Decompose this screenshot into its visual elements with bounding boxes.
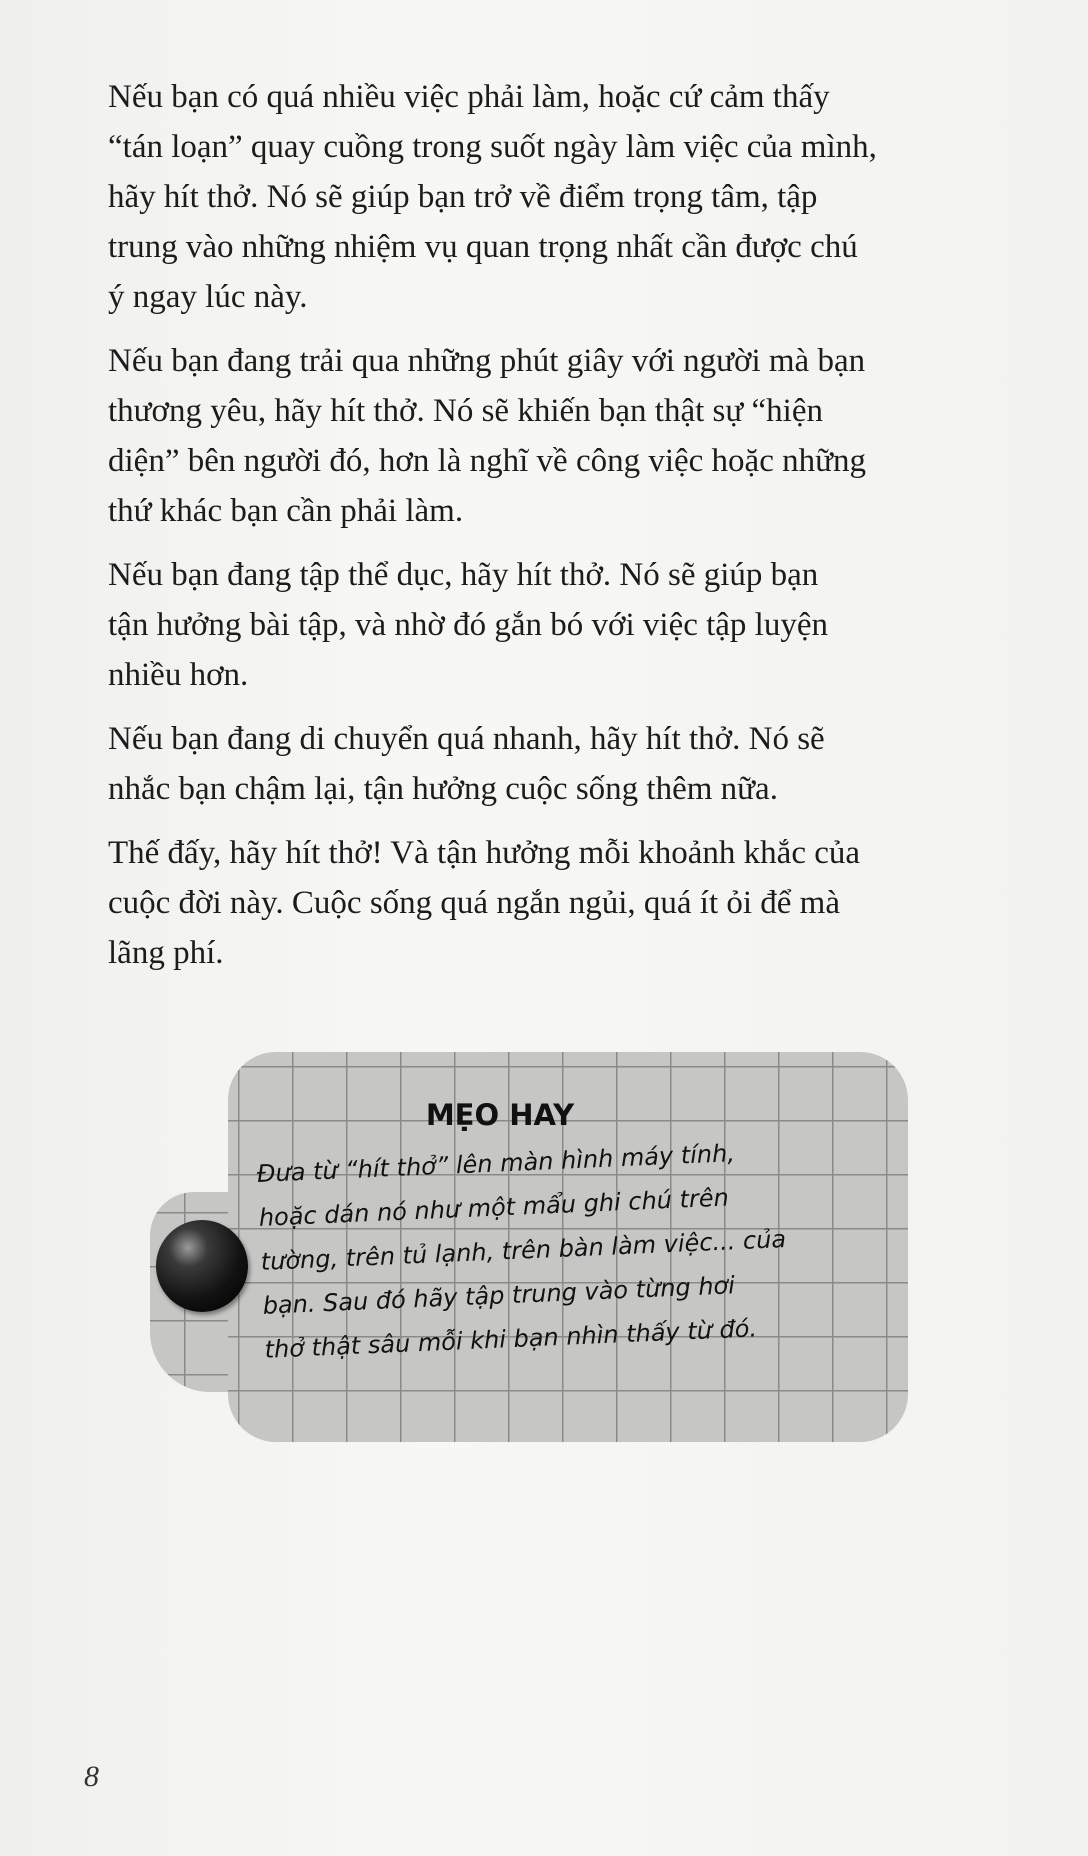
text-line: trung vào những nhiệm vụ quan trọng nhất cần được chú <box>108 229 858 265</box>
text-line: Thế đấy, hãy hít thở! Và tận hưởng mỗi khoảnh khắc của <box>108 835 861 871</box>
tip-text-line: tường, trên tủ lạnh, trên bàn làm việc... của <box>260 1224 787 1276</box>
text-line: thương yêu, hãy hít thở. Nó sẽ khiến bạn thật sự “hiện <box>108 393 823 429</box>
text-line: Nếu bạn đang di chuyển quá nhanh, hãy hít thở. Nó sẽ <box>108 721 825 757</box>
tip-card <box>150 1052 910 1442</box>
text-line: thứ khác bạn cần phải làm. <box>108 493 464 529</box>
paragraph <box>108 828 908 978</box>
text-line: tận hưởng bài tập, và nhờ đó gắn bó với việc tập luyện <box>108 607 828 643</box>
tip-text-line: Đưa từ “hít thở” lên màn hình máy tính, <box>256 1139 736 1188</box>
text-line: Nếu bạn đang tập thể dục, hãy hít thở. Nó sẽ giúp bạn <box>108 557 819 593</box>
text-line: hãy hít thở. Nó sẽ giúp bạn trở về điểm trọng tâm, tập <box>108 179 818 215</box>
text-line: cuộc đời này. Cuộc sống quá ngắn ngủi, quá ít ỏi để mà <box>108 885 840 921</box>
tip-card-text <box>256 1124 905 1372</box>
tip-text-line: bạn. Sau đó hãy tập trung vào từng hơi <box>262 1271 736 1320</box>
tip-card-title: MẸO HAY <box>425 1098 575 1132</box>
text-line: “tán loạn” quay cuồng trong suốt ngày làm việc của mình, <box>108 129 877 165</box>
text-line: nhiều hơn. <box>108 657 249 693</box>
text-line: lãng phí. <box>108 935 224 971</box>
pin-icon <box>156 1220 248 1312</box>
paragraph <box>108 550 908 700</box>
text-line: Nếu bạn có quá nhiều việc phải làm, hoặc cứ cảm thấy <box>108 79 830 115</box>
tip-text-line: hoặc dán nó như một mẩu ghi chú trên <box>258 1183 730 1232</box>
body-text <box>108 72 908 992</box>
paragraph <box>108 714 908 814</box>
text-line: diện” bên người đó, hơn là nghĩ về công việc hoặc những <box>108 443 866 479</box>
paragraph <box>108 336 908 536</box>
paragraph <box>108 72 908 322</box>
page-number: 8 <box>84 1760 99 1793</box>
text-line: Nếu bạn đang trải qua những phút giây với người mà bạn <box>108 343 866 379</box>
text-line: nhắc bạn chậm lại, tận hưởng cuộc sống thêm nữa. <box>108 771 778 807</box>
text-line: ý ngay lúc này. <box>108 279 308 315</box>
tip-text-line: thở thật sâu mỗi khi bạn nhìn thấy từ đó. <box>264 1314 758 1364</box>
